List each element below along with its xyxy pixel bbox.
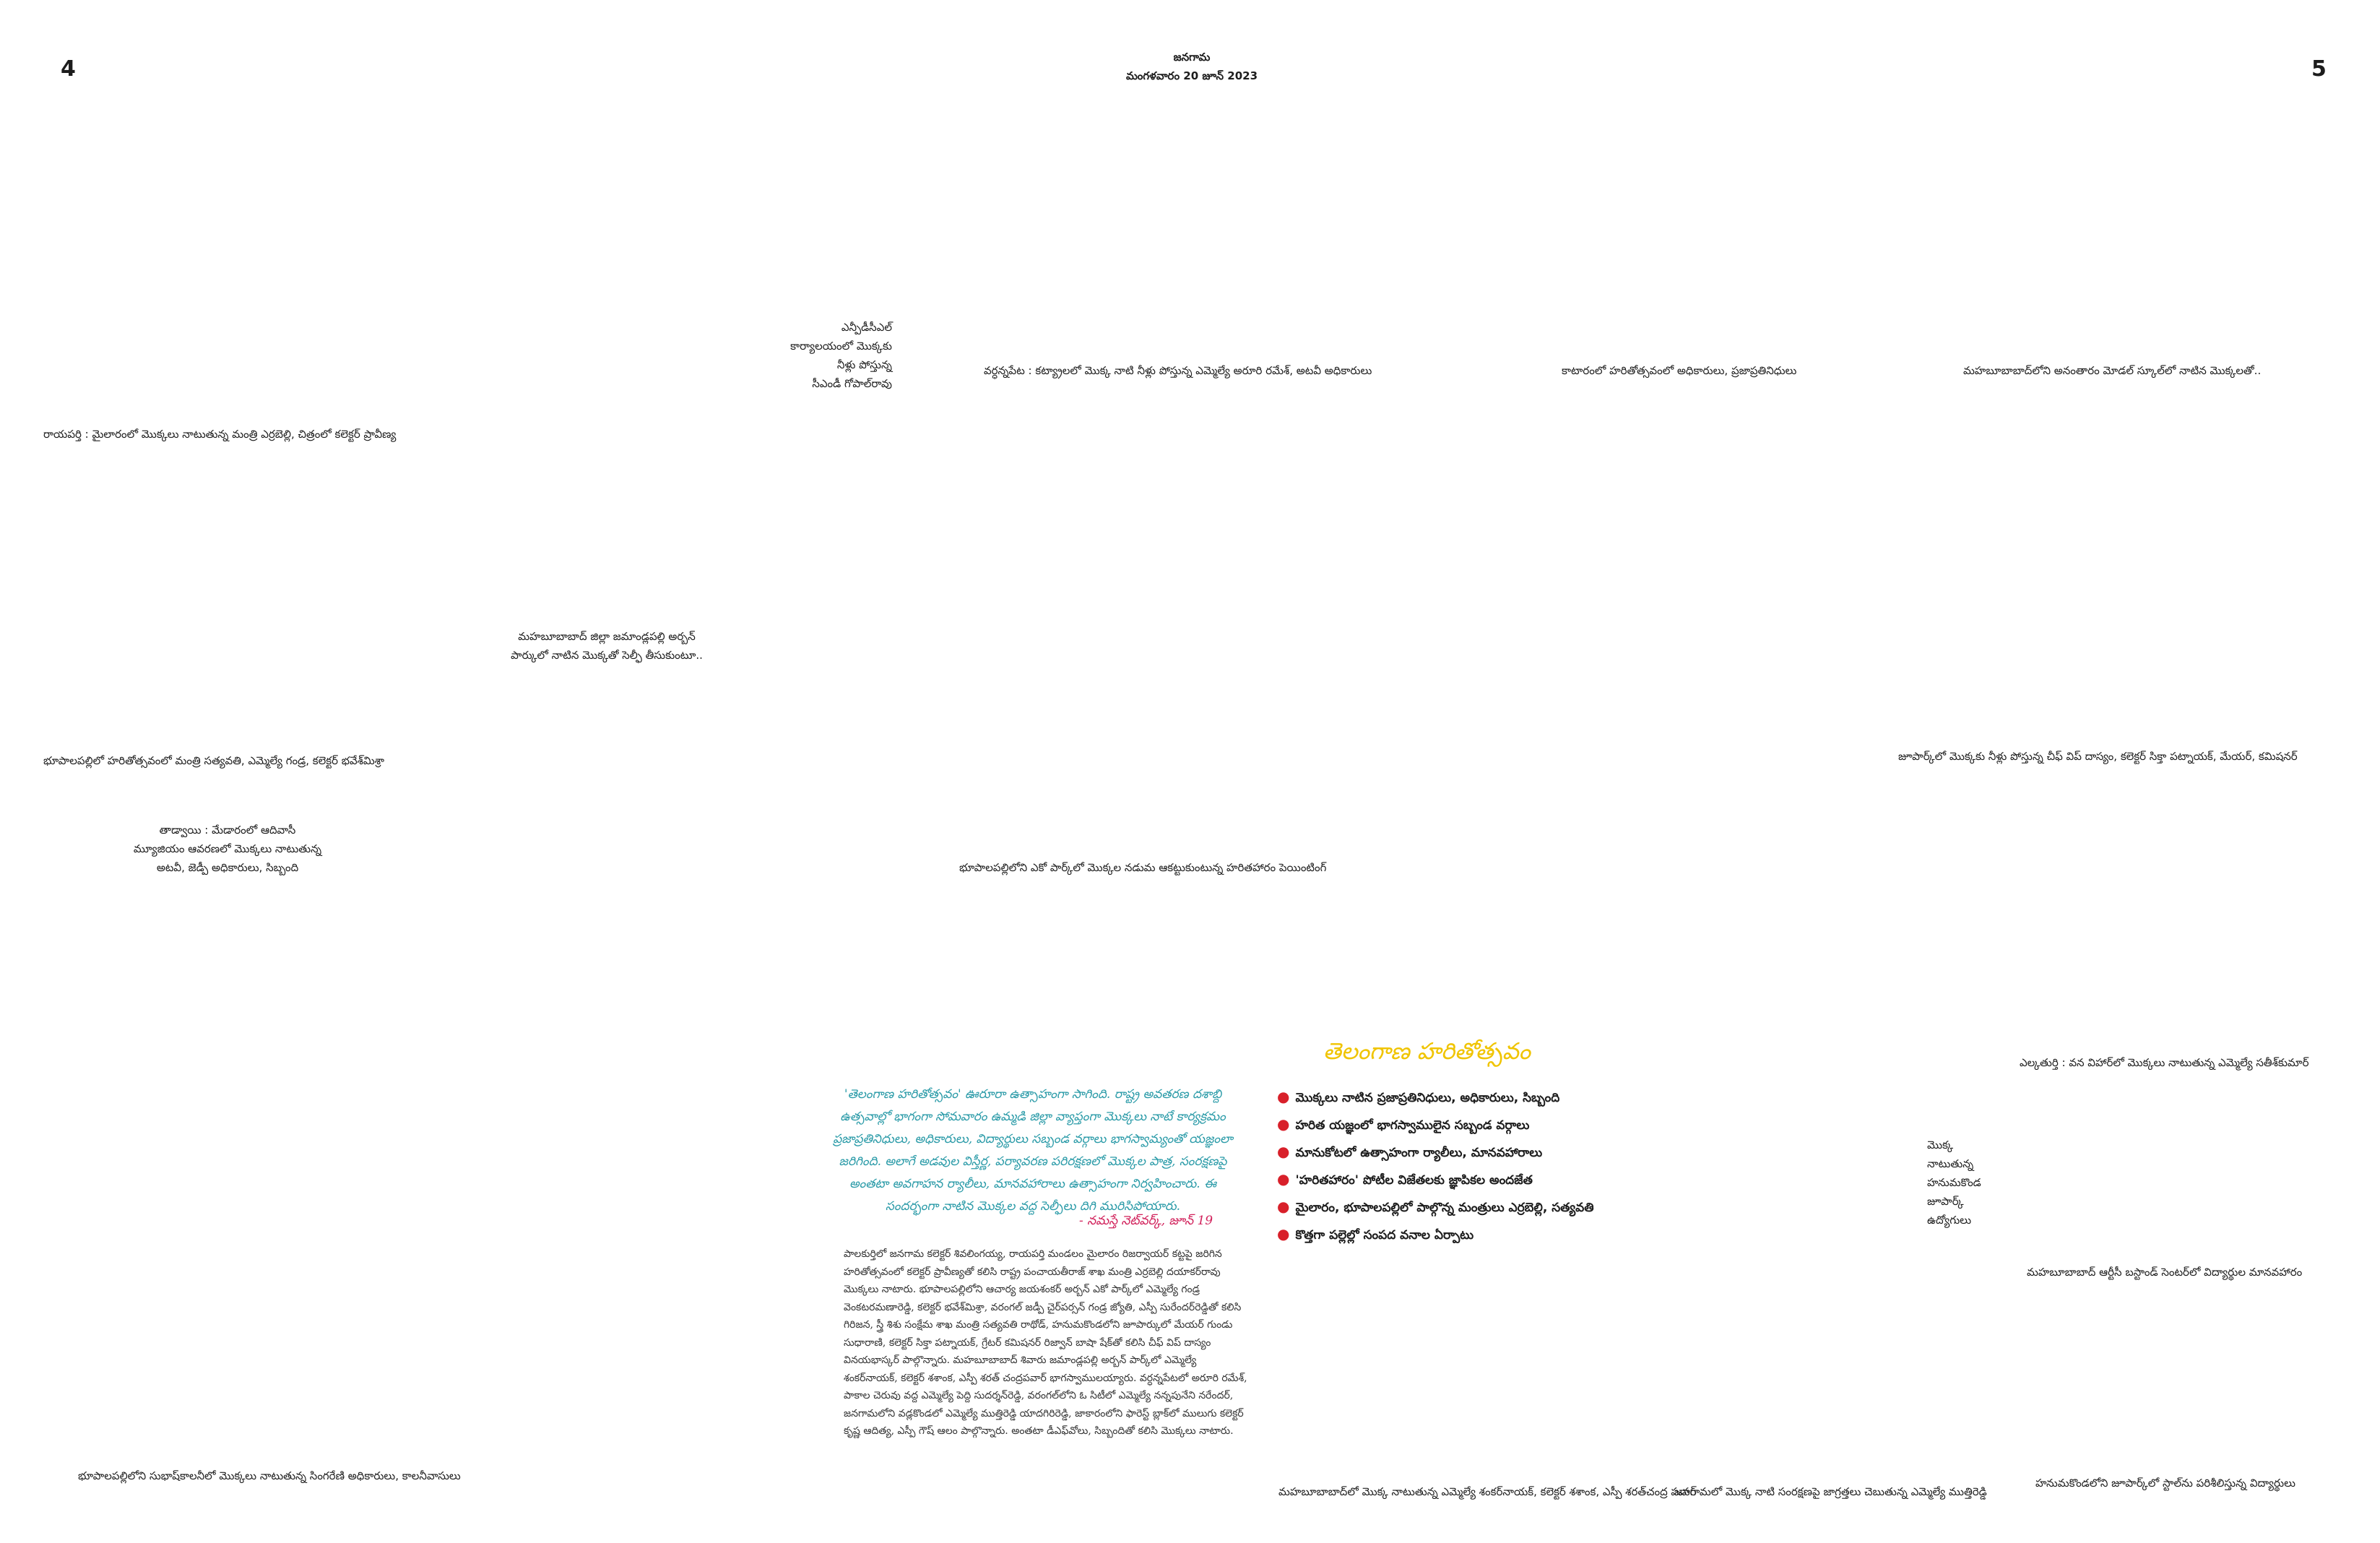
feature-quote: 'తెలంగాణ హరితోత్సవం' ఊరూరా ఉత్సాహంగా సాగింది. రాష్ట్ర అవతరణ దశాబ్ది ఉత్సవాల్లో భాగంగా సోమవారం ఉమ్మడి జిల్లా వ్యాప్తంగా మొక్కలు నాటే కార్యక్రమం ప్రజాప్రతినిధులు, అధికారులు, విద్యార్థులు సబ్బండ వర్గాలు భాగస్వామ్యంతో యజ్ఞంలా జరిగింది. అలాగే అడవుల విస్తీర్ణ, పర్యావరణ పరిరక్షణలో మొక్కల పాత్ర, సంరక్షణపై అంతటా అవగాహన ర్యాలీలు, మానవహారాలు ఉత్సాహంగా నిర్వహించారు. ఈ సందర్భంగా నాటిన మొక్కల వద్ద సెల్ఫీలు దిగి మురిసిపోయారు. (833, 1087, 1233, 1214)
caption-line: ఎన్పీడీసీఎల్ (841, 321, 892, 334)
caption-janagama-mla: జనగామలో మొక్క నాటి సంరక్షణపై జాగ్రత్తలు చెబుతున్న ఎమ్మెల్యే ముత్తిరెడ్డి (1674, 1485, 1987, 1498)
caption-line: మొక్క (1927, 1138, 1954, 1151)
caption-line: నాటుతున్న (1927, 1157, 1974, 1170)
caption-line: ఉద్యోగులు (1927, 1214, 1972, 1227)
bullet-icon: ● (1277, 1143, 1290, 1160)
highlight-item (1277, 1166, 1594, 1193)
caption-vardhannapet: వర్ధన్నపేట : కట్య్రాలలో మొక్క నాటి నీళ్లు పోస్తున్న ఎమ్మెల్యే అరూరి రమేశ్, అటవీ అధికారులు (984, 364, 1372, 377)
caption-line: హనుమకొండ (1927, 1176, 1981, 1189)
highlight-item (1277, 1084, 1594, 1111)
caption-line: అటవీ, జెడ్పీ అధికారులు, సిబ్బంది (156, 861, 299, 874)
bullet-icon: ● (1277, 1170, 1290, 1188)
highlight-text: మానుకోటలో ఉత్సాహంగా ర్యాలీలు, మానవహారాలు (1295, 1146, 1543, 1160)
caption-zoopark: జూపార్క్‌లో మొక్కకు నీళ్లు పోస్తున్న చీఫ్ విప్ దాస్యం, కలెక్టర్ సిక్తా పట్నాయక్, మేయర్, కమిషనర్ (1898, 750, 2298, 763)
caption-line: తాడ్వాయి : మేడారంలో ఆదివాసీ (159, 824, 296, 837)
article-body: పాలకుర్తిలో జనగామ కలెక్టర్ శివలింగయ్య, రాయపర్తి మండలం మైలారం రిజర్వాయర్ కట్టపై జరిగిన హరితోత్సవంలో కలెక్టర్ ప్రావీణ్యతో కలిసి రాష్ట్ర పంచాయతీరాజ్ శాఖ మంత్రి ఎర్రబెల్లి దయాకర్‌రావు మొక్కలు నాటారు. భూపాలపల్లిలోని ఆచార్య జయశంకర్ అర్బన్ ఎకో పార్క్‌లో ఎమ్మెల్యే గండ్ర వెంకటరమణారెడ్డి, కలెక్టర్ భవేశ్‌మిశ్రా, వరంగల్ జడ్పీ చైర్‌పర్సన్ గండ్ర జ్యోతి, ఎస్పీ సురేందర్‌రెడ్డితో కలిసి గిరిజన, స్త్రీ శిశు సంక్షేమ శాఖ మంత్రి సత్యవతి రాథోడ్, హనుమకొండలోని జూపార్కులో మేయర్ గుండు సుధారాణి, కలెక్టర్ సిక్తా పట్నాయక్, గ్రేటర్ కమిషనర్ రిజ్వాన్ బాషా షేక్‌తో కలిసి చీఫ్ విప్ దాస్యం వినయభాస్కర్ పాల్గొన్నారు. మహబూబాబాద్ శివారు జమాండ్లపల్లి అర్బన్ పార్క్‌లో ఎమ్మెల్యే శంకర్‌నాయక్, కలెక్టర్ శశాంక, ఎస్పీ శరత్ చంద్రపవార్ భాగస్వాములయ్యారు. వర్ధన్నపేటలో అరూరి రమేశ్, పాకాల చెరువు వద్ద ఎమ్మెల్యే పెద్ది సుదర్శన్‌రెడ్డి, వరంగల్‌లోని ఓ సిటీలో ఎమ్మెల్యే నన్నపునేని నరేందర్, జనగామలోని వడ్లకొండలో ఎమ్మెల్యే ముత్తిరెడ్డి యాదగిరిరెడ్డి, జాకారంలోని ఫారెస్ట్ బ్లాక్‌లో ములుగు కలెక్టర్ కృష్ణ ఆదిత్య, ఎస్పీ గౌష్ ఆలం పాల్గొన్నారు. అంతటా డీఎఫ్‌వోలు, సిబ్బందితో కలిసి మొక్కలు నాటారు. (844, 1248, 1247, 1437)
bullet-icon: ● (1277, 1198, 1290, 1215)
caption-jamandlapalli (491, 627, 722, 665)
feature-title: తెలంగాణ హరితోత్సవం (1323, 1037, 1531, 1065)
district-name: జనగామ (1173, 51, 1211, 64)
bullet-icon: ● (1277, 1088, 1290, 1105)
highlight-text: హరిత యజ్ఞంలో భాగస్వాములైన సబ్బండ వర్గాలు (1295, 1118, 1530, 1133)
bullet-icon: ● (1277, 1225, 1290, 1242)
caption-anantharam: మహబూబాబాద్‌లోని అనంతారం మోడల్ స్కూల్‌లో నాటిన మొక్కలతో.. (1963, 364, 2262, 377)
caption-subhash: భూపాలపల్లిలోని సుభాష్‌కాలనీలో మొక్కలు నాటుతున్న సింగరేణి అధికారులు, కాలనీవాసులు (78, 1469, 461, 1482)
feature-signature: - నమస్తే నెట్‌వర్క్, జూన్ 19 (1079, 1214, 1213, 1228)
caption-rayaparthi: రాయపర్తి : మైలారంలో మొక్కలు నాటుతున్న మంత్రి ఎర్రబెల్లి, చిత్రంలో కలెక్టర్ ప్రావీణ్య (43, 428, 397, 441)
highlight-text: మొక్కలు నాటిన ప్రజాప్రతినిధులు, అధికారులు, సిబ్బంది (1295, 1091, 1560, 1105)
highlight-item (1277, 1111, 1594, 1138)
caption-line: పార్కులో నాటిన మొక్కతో సెల్ఫీ తీసుకుంటూ.. (511, 649, 703, 662)
caption-hostel: మహబూబాబాద్ ఆర్టీసీ బస్టాండ్ సెంటర్‌లో విద్యార్థుల మానవహారం (2027, 1266, 2303, 1279)
caption-line: కార్యాలయంలో మొక్కకు (790, 340, 892, 353)
caption-tadvai (108, 821, 347, 877)
caption-hanamkonda-students: హనుమకొండలోని జూపార్క్‌లో స్టాల్‌ను పరిశీలిస్తున్న విద్యార్థులు (2035, 1477, 2295, 1490)
highlight-text: కొత్తగా పల్లెల్లో సంపద వనాల ఏర్పాటు (1295, 1228, 1474, 1242)
caption-eco-park: భూపాలపల్లిలోని ఎకో పార్క్‌లో మొక్కల నడుమ ఆకట్టుకుంటున్న హరితహారం పెయింటింగ్ (959, 861, 1327, 874)
page-number-right: 5 (2311, 56, 2327, 82)
caption-line: జూపార్క్ (1927, 1195, 1964, 1208)
highlight-text: మైలారం, భూపాలపల్లిలో పాల్గొన్న మంత్రులు ఎర్రబెల్లి, సత్యవతి (1295, 1201, 1594, 1215)
caption-hanamkonda-zoo (1927, 1136, 1981, 1229)
caption-line: నీళ్లు పోస్తున్న (836, 358, 892, 371)
bullet-icon: ● (1277, 1115, 1290, 1133)
caption-bhupalpally: భూపాలపల్లిలో హరితోత్సవంలో మంత్రి సత్యవతి, ఎమ్మెల్యే గండ్ర, కలెక్టర్ భవేశ్‌మిశ్రా (43, 754, 385, 767)
caption-eluthurthi: ఎల్కతుర్తి : వన విహార్‌లో మొక్కలు నాటుతున్న ఎమ్మెల్యే సతీశ్‌కుమార్ (2020, 1056, 2309, 1069)
highlights-list (1277, 1084, 1594, 1248)
highlight-item (1277, 1221, 1594, 1248)
caption-kataram: కాటారంలో హరితోత్సవంలో అధికారులు, ప్రజాప్రతినిధులు (1562, 364, 1797, 377)
masthead (1047, 48, 1336, 85)
caption-line: మహబూబాబాద్ జిల్లా జమాండ్లపల్లి అర్బన్ (518, 630, 696, 643)
issue-date: మంగళవారం 20 జూన్ 2023 (1125, 69, 1258, 82)
caption-npdcl (722, 318, 892, 393)
highlight-item (1277, 1193, 1594, 1221)
caption-mahabubabad-mla: మహబూబాబాద్‌లో మొక్క నాటుతున్న ఎమ్మెల్యే శంకర్‌నాయక్, కలెక్టర్ శశాంక, ఎస్పీ శరత్‌చంద్ర పవార్ (1278, 1485, 1697, 1498)
highlight-text: 'హరితహారం' పోటీల విజేతలకు జ్ఞాపికల అందజేత (1295, 1173, 1533, 1188)
page-number-left: 4 (61, 56, 76, 82)
caption-line: సీఎండీ గోపాల్‌రావు (812, 377, 892, 390)
caption-line: మ్యూజియం ఆవరణలో మొక్కలు నాటుతున్న (133, 842, 322, 855)
highlight-item (1277, 1138, 1594, 1166)
